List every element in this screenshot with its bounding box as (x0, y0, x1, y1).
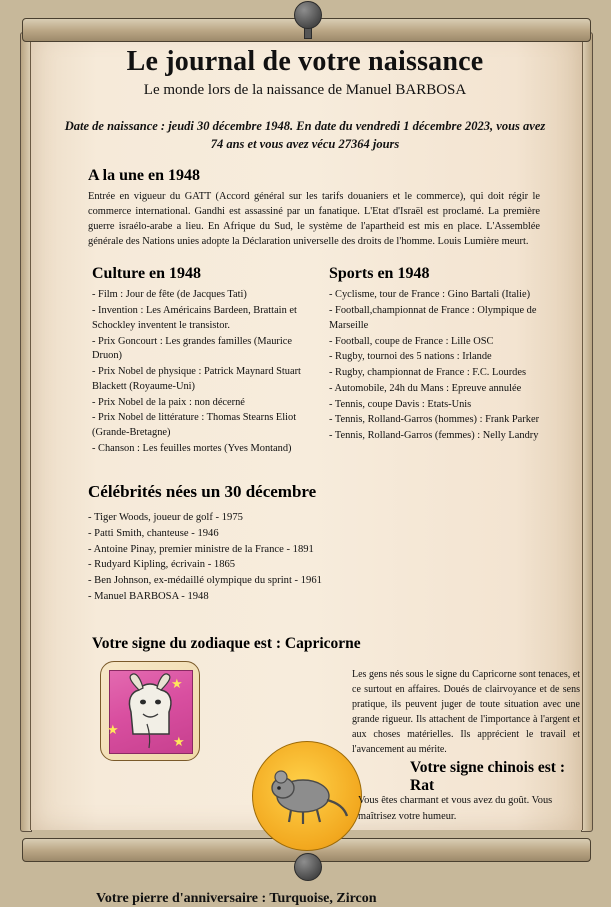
list-item: - Rugby, championnat de France : F.C. Lourdes (329, 367, 527, 379)
celebrities-list (88, 510, 508, 605)
list-item: - Rudyard Kipling, écrivain - 1865 (88, 559, 236, 571)
star-icon: ★ (107, 722, 119, 738)
zodiac-heading: Votre signe du zodiaque est : Capricorne (92, 635, 361, 653)
scroll-roller-top (22, 18, 591, 42)
list-item: - Ben Johnson, ex-médaillé olympique du sprint - 1961 (88, 575, 322, 587)
zodiac-description: Les gens nés sous le signe du Capricorne sont tenaces, et ce surtout en affaires. Doués de clairvoyance et de sens pratique, ils peuvent juger de toute situation avec une grande rigueur. Ils attachent de l'importance à l'argent et aux choses matérielles. Ils apprécient le travail et l'avancement au mérite. (352, 669, 580, 756)
headline-heading: A la une en 1948 (88, 167, 201, 185)
capricorn-icon (100, 661, 200, 761)
culture-heading: Culture en 1948 (92, 265, 202, 283)
rat-icon (252, 741, 362, 851)
list-item: - Antoine Pinay, premier ministre de la France - 1891 (88, 543, 314, 555)
star-icon: ★ (171, 676, 183, 692)
sports-column (329, 265, 544, 457)
list-item: - Chanson : Les feuilles mortes (Yves Montand) (92, 442, 292, 454)
list-item: - Tennis, Rolland-Garros (hommes) : Frank Parker (329, 414, 540, 426)
list-item: - Invention : Les Américains Bardeen, Brattain et Schockley inventent le transistor. (92, 305, 297, 331)
headline-text: Entrée en vigueur du GATT (Accord général sur les tarifs douaniers et le commerce), qui doit régir le commerce international. Gandhi est assassiné par un fanatique. L'Etat d'Israël est proclamé. La première guerre israélo-arabe a lieu. En Afrique du Sud, le système de l'apartheid est mis en place. L'Assemblée générale des Nations unies adopte la Déclaration universelle des droits de l'homme. Louis Lumière meurt. (88, 191, 540, 247)
birth-date-line: Date de naissance : jeudi 30 décembre 1948. En date du vendredi 1 décembre 2023, vous avez 74 ans et vous avez vécu 27364 jours (64, 119, 546, 152)
page-title: Le journal de votre naissance (126, 46, 484, 77)
list-item: - Prix Goncourt : Les grandes familles (Maurice Druon) (92, 335, 292, 362)
celebrities-section (88, 482, 508, 605)
zodiac-section (40, 635, 580, 865)
page-subtitle: Le monde lors de la naissance de Manuel BARBOSA (143, 82, 467, 98)
list-item: - Film : Jour de fête (de Jacques Tati) (92, 289, 247, 301)
chinese-sign-heading: Votre signe chinois est : Rat (410, 759, 565, 795)
culture-column (92, 265, 307, 457)
birthstone-line: Votre pierre d'anniversaire : Turquoise, Zircon (96, 891, 377, 907)
document-content (40, 46, 580, 907)
headline-section (88, 167, 540, 249)
two-column-section (40, 265, 570, 457)
rat-illustration (267, 768, 351, 826)
list-item: - Automobile, 24h du Mans : Epreuve annulée (329, 382, 522, 394)
list-item: - Prix Nobel de physique : Patrick Maynard Stuart Blackett (Royaume-Uni) (92, 366, 301, 392)
list-item: - Football, coupe de France : Lille OSC (329, 335, 494, 347)
list-item: - Patti Smith, chanteuse - 1946 (88, 527, 219, 539)
celebrities-heading: Célébrités nées un 30 décembre (88, 481, 317, 501)
list-item: - Tiger Woods, joueur de golf - 1975 (88, 511, 243, 523)
chinese-sign-description: Vous êtes charmant et vous avez du goût. Vous maîtrisez votre humeur. (358, 795, 553, 823)
list-item: - Cyclisme, tour de France : Gino Bartali (Italie) (329, 289, 531, 301)
culture-list (92, 288, 307, 456)
list-item: - Prix Nobel de la paix : non décerné (92, 396, 245, 408)
list-item: - Prix Nobel de littérature : Thomas Stearns Eliot (Grande-Bretagne) (92, 412, 297, 439)
star-icon: ★ (173, 734, 185, 750)
sports-list (329, 288, 544, 444)
list-item: - Rugby, tournoi des 5 nations : Irlande (329, 351, 492, 363)
sports-heading: Sports en 1948 (329, 265, 430, 283)
list-item: - Football,championnat de France : Olympique de Marseille (329, 305, 537, 331)
roller-knob-top (294, 1, 322, 29)
list-item: - Tennis, coupe Davis : Etats-Unis (329, 398, 472, 410)
list-item: - Tennis, Rolland-Garros (femmes) : Nelly Landry (329, 430, 539, 442)
list-item: - Manuel BARBOSA - 1948 (88, 591, 209, 603)
